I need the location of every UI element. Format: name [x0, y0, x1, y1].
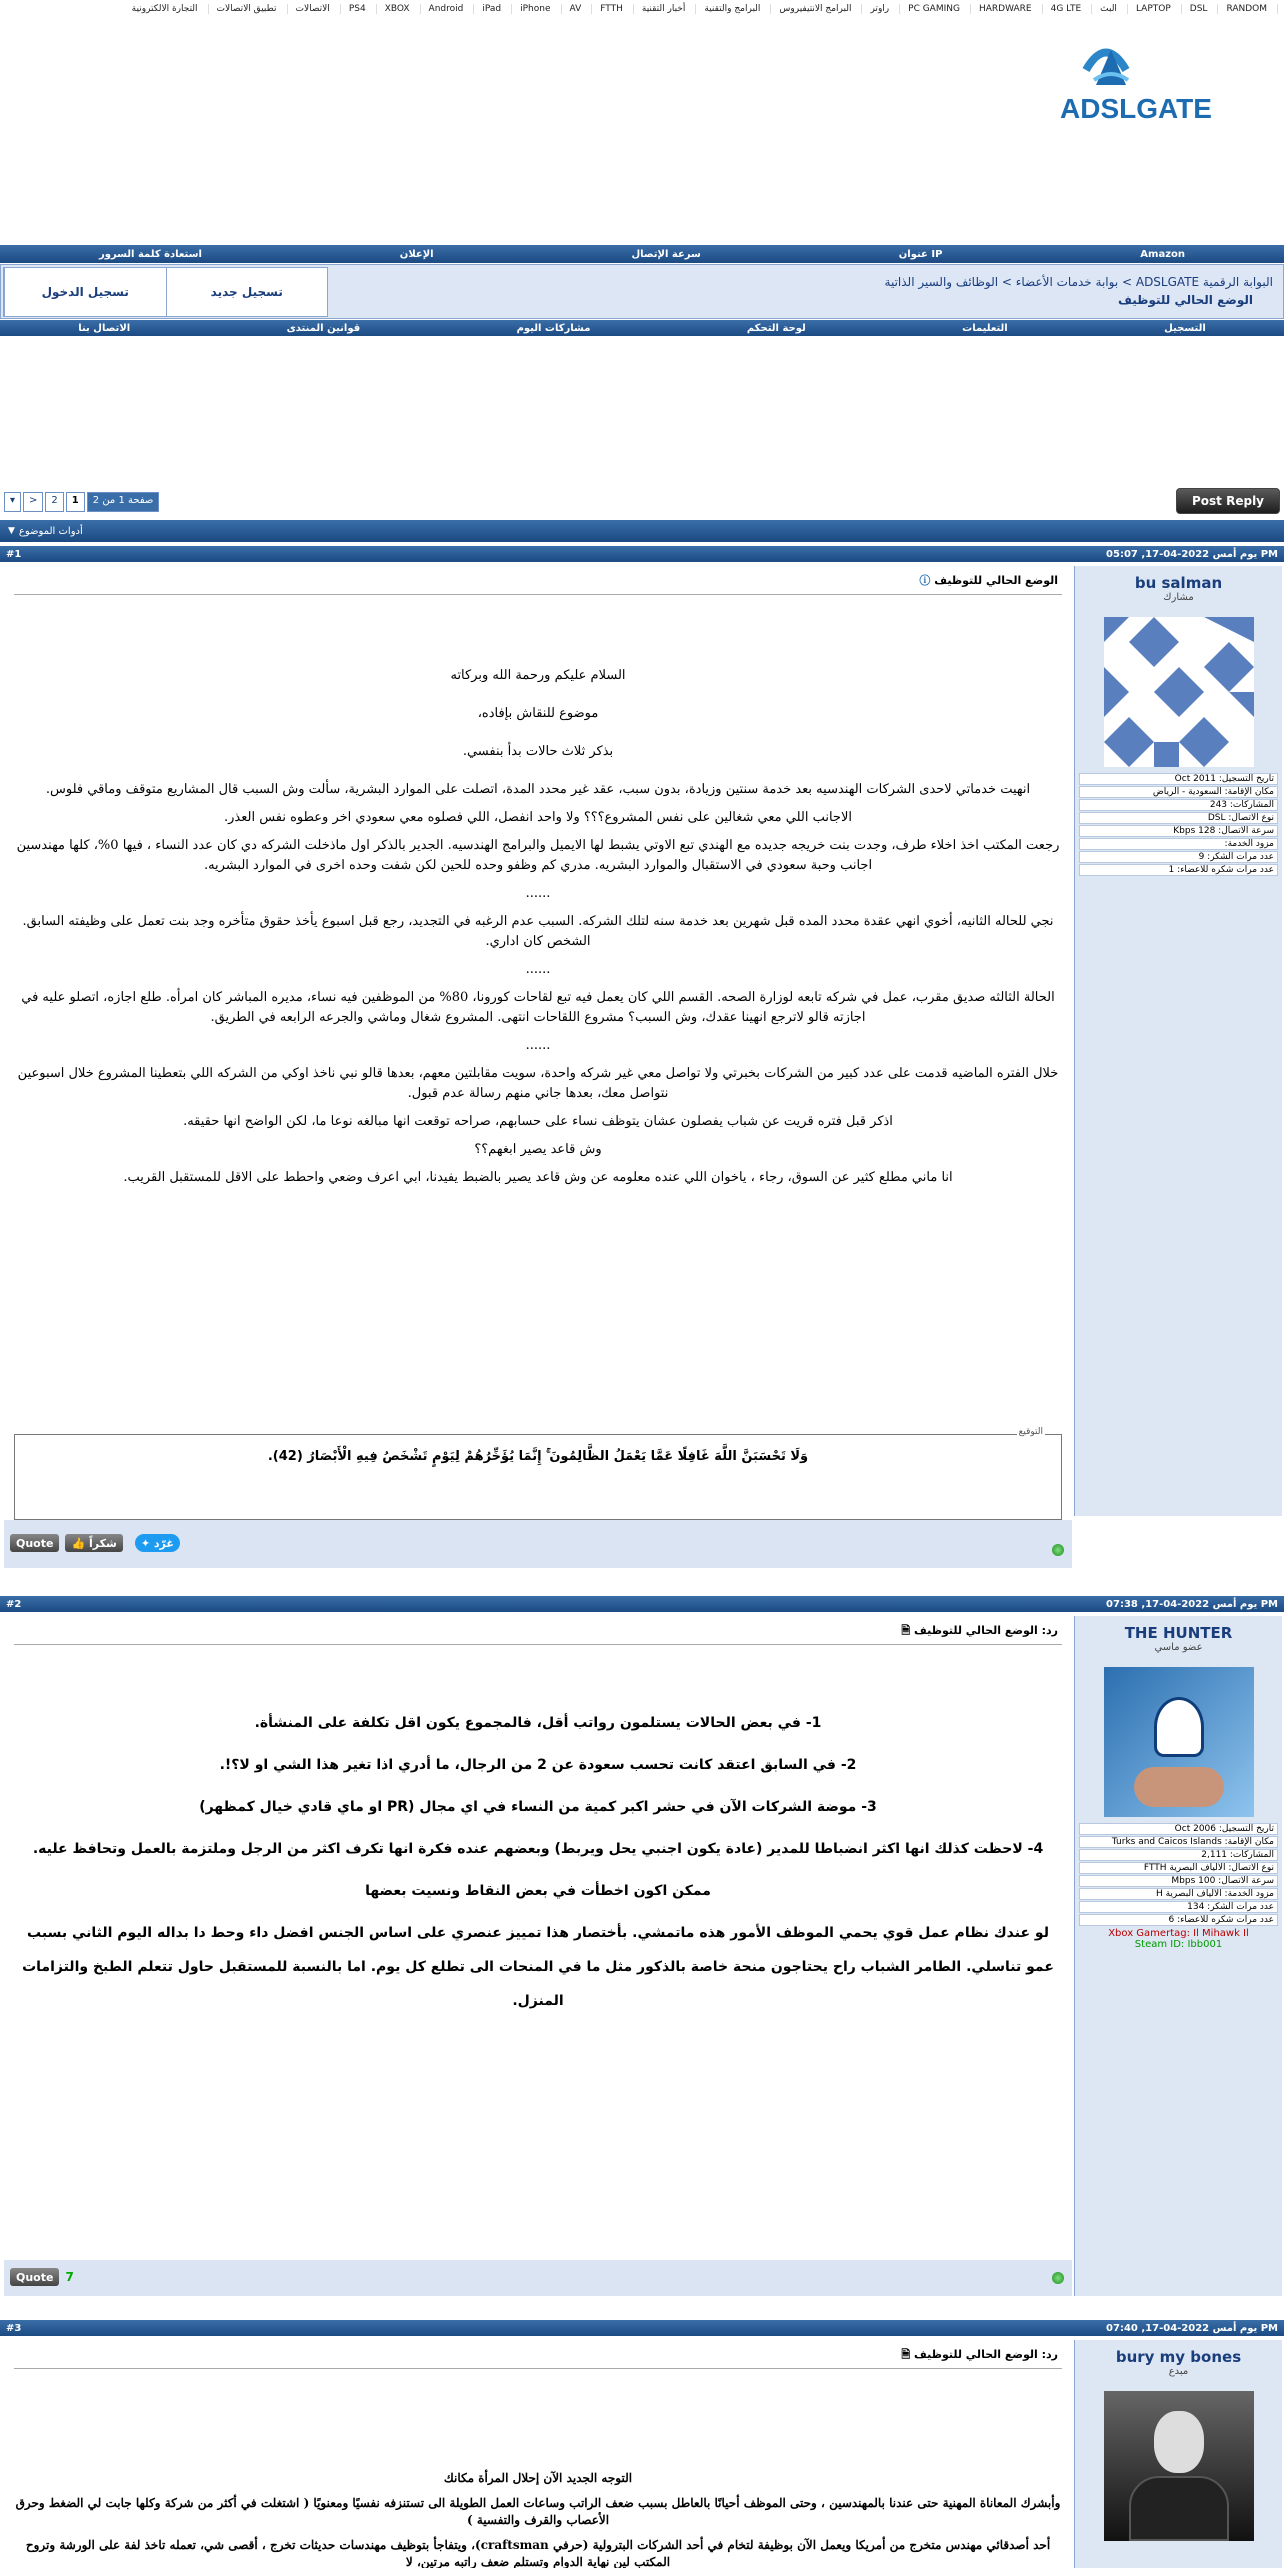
- bird-icon: ✦: [140, 1536, 151, 1550]
- post-title: رد: الوضع الحالي للتوظيف 🗎: [901, 1624, 1058, 1637]
- online-status-icon: [1052, 1544, 1064, 1556]
- login-box: [3, 267, 328, 317]
- page-prev-arrow[interactable]: ▾: [4, 492, 21, 512]
- document-icon: 🗎: [901, 2348, 911, 2361]
- avatar[interactable]: [1104, 1667, 1254, 1817]
- subnav-link[interactable]: لوحة التحكم: [746, 322, 806, 334]
- site-logo[interactable]: [1016, 40, 1256, 140]
- nav-link[interactable]: استعادة كلمة السرور: [98, 248, 202, 260]
- top-nav-link[interactable]: الاتصالات: [288, 4, 341, 14]
- subnav-link[interactable]: قوانين المنتدى: [286, 322, 361, 334]
- user-title: مبدع: [1168, 2366, 1189, 2377]
- user-panel: [1074, 566, 1282, 1516]
- top-nav-link[interactable]: البرامج الانتيفيروس: [771, 4, 862, 14]
- user-info-row: تاريخ التسجيل: Oct 2011: [1079, 773, 1278, 785]
- post-text: [14, 2470, 1062, 2568]
- post-paragraph: خلال الفتره الماضيه قدمت على عدد كبير من الشركات بخبرتي ولا تواصل معي غير شركه واحدة، سويت مقابلتين معهم، بعدها قالو نبي ناخذ اوكي من الشركه اللي بتعطينا المشروع خلال اسبوعين نتواصل معك، بعدها جاني منهم رسالة عدم قبول.: [17, 1066, 1059, 1101]
- breadcrumb[interactable]: البوابة الرقمية ADSLGATE > بوابة خدمات الأعضاء > الوظائف والسير الذاتية: [884, 275, 1273, 289]
- nav-link[interactable]: عنوان IP: [898, 248, 943, 260]
- register-button[interactable]: تسجيل جديد: [166, 268, 328, 316]
- post-body: [4, 1616, 1072, 2256]
- post-paragraph: ممكن اكون اخطأت في بعض النقاط ونسيت بعضها: [365, 1883, 711, 1899]
- user-info-row: مكان الإقامة: السعودية - الرياض: [1079, 786, 1278, 798]
- top-nav-link[interactable]: HARDWARE: [971, 4, 1043, 14]
- pagination: [4, 492, 159, 512]
- user-title: مشارك: [1163, 592, 1194, 603]
- post-paragraph: وأبشرك المعاناة المهنية حتى عندنا بالمهندسين ، وحتى الموظف أحيانًا بالعاطل بسبب ضعف الراتب وساعات العمل الطويلة الى تستنزفه نفسيًا ومعنويًا ( اشتغلت في أكثر من شركة وكلها جابت لي الضغط وحرق الأعصاب والقرف والتفسية ): [15, 2496, 1061, 2527]
- post-paragraph: لو عندك نظام عمل قوي يحمي الموظف الأمور هذه ماتمشي. بأختصار هذا تمييز عنصري على اساس الجنس افضل داء وحط دا بداله اليوم الثاني بسبب عمو تناسلي. الطامر الشباب راح يحتاجون منحة خاصة بالذكور مثل ما في المنحات الى تطلع كل يوم. اما بالنسبة للمستقبل حاول تتعلم الطبخ والتزامات المنزل.: [22, 1925, 1054, 2009]
- signature-text: وَلَا تَحْسَبَنَّ اللَّهَ غَافِلًا عَمَّا يَعْمَلُ الظَّالِمُونَ ۚ إِنَّمَا يُؤَخِّرُهُمْ لِيَوْمٍ تَشْخَصُ فِيهِ الْأَبْصَارُ (42).: [267, 1449, 809, 1464]
- thread-tools-label[interactable]: أدوات الموضوع: [18, 525, 83, 537]
- sub-nav: [0, 320, 1284, 336]
- page-link-1[interactable]: 1: [66, 492, 85, 512]
- thread-tools-bar[interactable]: [0, 520, 1284, 542]
- post-date: يوم أمس 2022-04-17, 05:07 PM: [1106, 548, 1278, 560]
- quote-button[interactable]: Quote: [10, 2268, 59, 2286]
- top-nav-link[interactable]: أخبار التقنية: [634, 4, 697, 14]
- post-paragraph: أحد أصدقائي مهندس متخرج من أمريكا ويعمل الآن بوظيفة لتخام في أحد الشركات البترولية (حرفي craftsman)، ويتفاجأ بتوظيف مهندسات حديثات تخرج ، أقصى شي، تعمله تاخذ لفة على الورشة وتروح المكتب لين نهاية الدوام وتستلم ضعف راتبه مرتين، لا: [25, 2538, 1051, 2568]
- post-paragraph: نجي للحاله الثانيه، أخوي انهي عقدة محدد المده قبل شهرين بعد خدمة سنه لتلك الشركه. السبب عدم الرغبه في التجديد، رجع قبل اسبوع يأخذ حقوق متأخره وجد بنت تعمل على وظيفته السابق. الشخص كان اداري.: [22, 914, 1054, 949]
- page-title: الوضع الحالي للتوظيف: [1117, 293, 1253, 307]
- top-nav-link[interactable]: iPad: [474, 4, 512, 14]
- document-icon: 🗎: [901, 1624, 911, 1637]
- post-footer: [4, 1520, 1072, 1568]
- user-info-row: نوع الاتصال: الألياف البصرية FTTH: [1079, 1862, 1278, 1874]
- post-body: [4, 2340, 1072, 2568]
- top-nav-link[interactable]: Android: [421, 4, 475, 14]
- username[interactable]: THE HUNTER: [1124, 1624, 1233, 1642]
- username[interactable]: bury my bones: [1115, 2348, 1242, 2366]
- post-header: [0, 2320, 1284, 2336]
- post-number[interactable]: #2: [6, 1598, 22, 1610]
- user-info-row: مزود الخدمة: الألياف البصرية H: [1079, 1888, 1278, 1900]
- post-footer: [4, 2260, 1072, 2296]
- post-paragraph: 4- لاحظت كذلك انها اكثر انضباطا للمدير (عادة يكون اجنبي يحل ويربط) وبعضهم عنده فكرة انها تكرف اكثر من الرجل وملتزمة بالعمل وتحافظ عليه.: [32, 1841, 1044, 1857]
- subnav-link[interactable]: مشاركات اليوم: [516, 322, 591, 334]
- post-date: يوم أمس 2022-04-17, 07:38 PM: [1106, 1598, 1278, 1610]
- post-header: [0, 546, 1284, 562]
- breadcrumb-panel: [0, 264, 1284, 319]
- subnav-link[interactable]: التسجيل: [1164, 322, 1206, 334]
- username[interactable]: bu salman: [1134, 574, 1223, 592]
- caret-down-icon: ▼: [8, 526, 15, 536]
- post-paragraph: 1- في بعض الحالات يستلمون رواتب أقل، فالمجموع يكون اقل تكلفة على المنشأة.: [254, 1715, 822, 1731]
- user-info-row: المشاركات: 243: [1079, 799, 1278, 811]
- user-panel: [1074, 1616, 1282, 2296]
- thanks-count: 7: [65, 2270, 74, 2284]
- post-number[interactable]: #1: [6, 548, 22, 560]
- post-header: [0, 1596, 1284, 1612]
- post-paragraph: ......: [525, 1038, 551, 1053]
- page-next[interactable]: >: [23, 492, 43, 512]
- post-paragraph: انهيت خدماتي لاحدى الشركات الهندسيه بعد خدمة سنتين وزيادة، بدون سبب، عقد غير محدد المدة، اتصلت على الموارد البشرية، سألت وش السبب قال المشاريع متوقف وماقي فلوس.: [45, 782, 1031, 797]
- subnav-link[interactable]: الاتصال بنا: [78, 322, 131, 334]
- top-nav: [0, 0, 1284, 18]
- top-nav-link[interactable]: تطبيق الاتصالات: [209, 4, 288, 14]
- tweet-button[interactable]: ✦ غرّد: [135, 1534, 180, 1552]
- top-nav-link[interactable]: PC GAMING: [900, 4, 971, 14]
- user-panel: [1074, 2340, 1282, 2568]
- user-info-row: مكان الإقامة: Turks and Caicos Islands: [1079, 1836, 1278, 1848]
- post-text: [14, 666, 1062, 1196]
- top-nav-link[interactable]: PS4: [341, 4, 377, 14]
- post-2: [0, 1596, 1284, 2296]
- top-nav-link[interactable]: AV: [562, 4, 593, 14]
- nav-link[interactable]: الإعلان: [399, 248, 434, 260]
- post-reply-button[interactable]: Post Reply: [1176, 488, 1280, 514]
- avatar[interactable]: [1104, 617, 1254, 767]
- signature-label: التوقيع: [1018, 1427, 1043, 1437]
- online-status-icon: [1052, 2272, 1064, 2284]
- thanks-button[interactable]: 👍 شكراً: [65, 1534, 122, 1552]
- top-nav-link[interactable]: راوتر: [862, 4, 900, 14]
- nav-link[interactable]: Amazon: [1140, 248, 1186, 260]
- post-paragraph: 3- موضة الشركات الآن في حشر اكبر كمية من النساء في اي مجال (PR او ماي قادي خيال كمظهر): [199, 1799, 877, 1815]
- post-title: الوضع الحالي للتوظيف ⓘ: [919, 574, 1058, 587]
- post-body: [4, 566, 1072, 1516]
- post-paragraph: رجعت المكتب اخذ اخلاء طرف، وجدت بنت خريجه جديده مع الهندي تبع الاوتي يشبط لها الايميل والبرامج الهندسيه. الجدير بالذكر اول ماذخلت الشركه دي كان عدد النساء ، فيها 0%، كلها مهندسين اجانب وحبة سعودي في الاستقبال والموارد البشريه. مدري كم وظفو وحده للحين لكن شفت وحده اخرى في الموارد البشريه.: [16, 838, 1060, 873]
- xbox-gamertag-link[interactable]: Xbox Gamertag: Il Mihawk Il: [1108, 1928, 1249, 1939]
- top-nav-link[interactable]: DSL: [1182, 4, 1219, 14]
- post-paragraph: وش قاعد يصير ابغهم؟؟: [474, 1142, 602, 1157]
- question-icon: ⓘ: [919, 574, 931, 587]
- user-info-row: عدد مرات شكره للأعضاء: 1: [1079, 864, 1278, 876]
- steam-id-link[interactable]: Steam ID: Ibb001: [1134, 1939, 1223, 1950]
- post-paragraph: 2- في السابق اعتقد كانت تحسب سعودة عن 2 من الرجال، ما أدري اذا تغير هذا الشي او لا؟!.: [219, 1757, 857, 1773]
- user-info-row: تاريخ التسجيل: Oct 2006: [1079, 1823, 1278, 1835]
- post-number[interactable]: #3: [6, 2322, 22, 2334]
- quote-button[interactable]: Quote: [10, 1534, 59, 1552]
- post-paragraph: الاجانب اللي معي شغالين على نفس المشروع؟؟؟ ولا واحد انفصل، اللي فصلوه معي سعودي اخر وعطوه نفس العذر.: [224, 810, 852, 825]
- top-nav-link[interactable]: LAPTOP: [1128, 4, 1182, 14]
- post-paragraph: بذكر ثلاث حالات بدأ بنفسي.: [462, 744, 614, 759]
- user-info-row: مزود الخدمة:: [1079, 838, 1278, 850]
- top-nav-link[interactable]: البث: [1092, 4, 1128, 14]
- main-nav: [0, 245, 1284, 263]
- subnav-link[interactable]: التعليمات: [962, 322, 1008, 334]
- user-info-row: المشاركات: 2,111: [1079, 1849, 1278, 1861]
- user-info-row: عدد مرات الشكر: 134: [1079, 1901, 1278, 1913]
- svg-text:ADSLGATE: ADSLGATE: [1060, 93, 1212, 124]
- page-label: صفحة 1 من 2: [87, 492, 160, 512]
- post-paragraph: التوجه الجديد الآن إحلال المرأة مكانك: [443, 2471, 633, 2485]
- top-nav-link[interactable]: FTTH: [592, 4, 634, 14]
- thumbs-up-icon: 👍: [71, 1536, 86, 1550]
- post-paragraph: الحالة الثالثه صديق مقرب، عمل في شركه تابعه لوزارة الصحه. القسم اللي كان يعمل فيه تبع لقاحات كورونا، 80% من الموظفين فيه نساء، مديره المباشر كان امرأه. طلع اجازه، اتصلو عليه في اجازته قالو لاترجع انهينا عقدك، وش السبب؟ مشروع اللقاحات انتهى. المشروع شغال وماشي والجرعه الرابعه في الطريق.: [21, 990, 1055, 1025]
- top-nav-link[interactable]: RANDOM: [1218, 4, 1278, 14]
- post-1: [0, 546, 1284, 1570]
- post-text: [14, 1706, 1062, 2026]
- signature-box: [14, 1427, 1062, 1520]
- post-paragraph: اذكر قبل فتره قريت عن شباب يفصلون عشان يتوظف نساء على حسابهم، صراحه توقعت انها مبالغه نوعا ما، لكن الواضح انها حقيقه.: [183, 1114, 893, 1129]
- post-paragraph: ......: [525, 886, 551, 901]
- top-nav-link[interactable]: iPhone: [512, 4, 561, 14]
- user-info-row: سرعة الاتصال: Kbps 128: [1079, 825, 1278, 837]
- user-info-row: عدد مرات الشكر: 9: [1079, 851, 1278, 863]
- top-nav-link[interactable]: 4G LTE: [1043, 4, 1093, 14]
- avatar[interactable]: [1104, 2391, 1254, 2541]
- login-button[interactable]: تسجيل الدخول: [4, 268, 166, 316]
- user-title: عضو ماسي: [1154, 1642, 1203, 1653]
- user-info-row: سرعة الاتصال: Mbps 100: [1079, 1875, 1278, 1887]
- top-nav-link[interactable]: XBOX: [377, 4, 421, 14]
- page-link-2[interactable]: 2: [45, 492, 63, 512]
- user-info: [1079, 1823, 1278, 1926]
- post-paragraph: انا ماني مطلع كثير عن السوق، رجاء ، ياخوان اللي عنده معلومه عن وش قاعد يصير بالضبط يفيدنا، ابي اعرف وضعي واحطط على الاقل للمستقبل القريب.: [123, 1170, 953, 1185]
- user-info-row: نوع الاتصال: DSL: [1079, 812, 1278, 824]
- post-date: يوم أمس 2022-04-17, 07:40 PM: [1106, 2322, 1278, 2334]
- post-title: رد: الوضع الحالي للتوظيف 🗎: [901, 2348, 1058, 2361]
- top-nav-link[interactable]: البرامج والتقنية: [696, 4, 771, 14]
- post-paragraph: موضوع للنقاش بإفاده،: [477, 706, 599, 721]
- user-info-row: عدد مرات شكره للأعضاء: 6: [1079, 1914, 1278, 1926]
- post-paragraph: السلام عليكم ورحمة الله وبركاته: [450, 668, 626, 683]
- top-nav-link[interactable]: التجارة الالكترونية: [124, 4, 209, 14]
- post-paragraph: ......: [525, 962, 551, 977]
- post-3: [0, 2320, 1284, 2568]
- user-info: [1079, 773, 1278, 876]
- nav-link[interactable]: سرعة الإتصال: [631, 248, 701, 260]
